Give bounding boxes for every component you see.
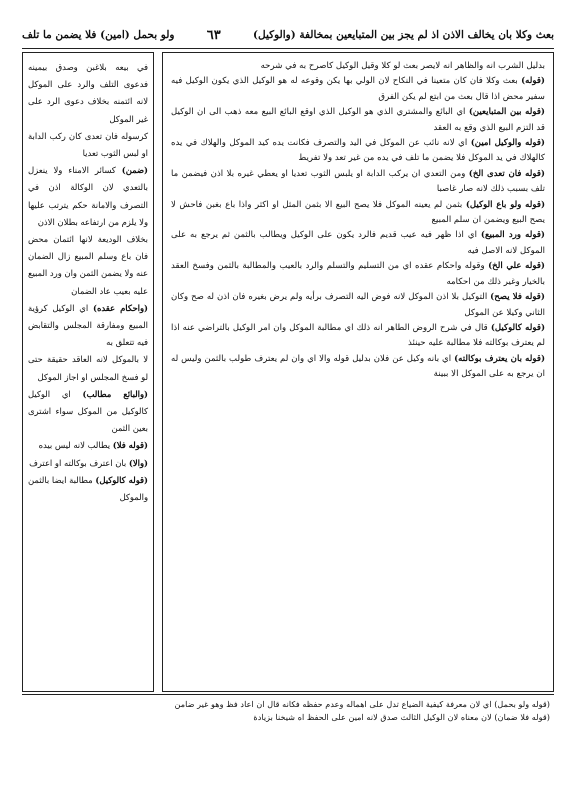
side-paragraph [28,128,148,162]
main-text: بثمن لم يعينه الموكل فلا يصح البيع الا بثمن المثل او اكثر واذا باع بغبن فاحش لا يصح البيع ويضمن ان سلم المبيع [171,199,545,226]
main-text: بدليل الشرب انه والظاهر انه لايصر بعث لو كلا وقيل الوكيل كاصرح به في شرحه [260,61,545,71]
main-text: وقوله واحكام عقده اي من التسليم والتسلم والرد بالعيب والمطالبة بالثمن وفسخ العقد بالخيار وغير ذلك من احكامه [171,261,545,287]
side-paragraph [28,386,148,438]
side-text: لا بالموكل لانه العاقد حقيقة حتى لو فسخ المجلس او اجاز الموكل [28,354,148,382]
main-lemma: (قوله فلا يصح) [490,292,545,303]
main-lemma: (قوله والوكيل امين) [470,138,545,149]
side-paragraph [28,472,148,506]
main-text: قال في شرح الروض الطاهر انه ذلك اي مطالبة الموكل وان امر الوكيل بالتراضي عنه اذا لم يعترف بوكالته فلا مطالبة عليه حينئذ [171,322,545,349]
main-paragraph [171,105,545,136]
main-commentary [162,52,554,692]
side-text: بان اعترف بوكالته او اعترف [29,457,127,468]
side-paragraph [28,437,148,454]
side-text: كرسوله فان تعدى كان ركب الدابة او لبس الثوب تعديا [28,130,148,159]
main-paragraph [171,59,545,74]
header-right-title: بعث وكلا بان يخالف الاذن اذ لم يجز بين المتبايعين بمخالفة (والوكيل) [253,29,554,41]
side-lemma: (قوله كالوكيل) [95,474,148,485]
margin-text [22,52,154,692]
side-paragraph [28,351,148,385]
main-paragraph [171,167,545,198]
main-paragraph [171,136,545,167]
side-text: في بيعه بلاغبن وصدق بيمينه فدعوى التلف والرد على الموكل لانه ائتمنه بخلاف دعوى الرد على غير الموكل [28,62,148,124]
side-text: اي الوكيل كالوكيل من الموكل سواء اشترى بعين الثمن [28,388,148,434]
page-number: ٦٣ [206,27,221,43]
main-lemma: (قوله ولو باع الوكيل) [465,199,546,210]
side-lemma: (ضمن) [121,165,148,176]
main-lemma: (قوله) [521,76,545,87]
text-frame [22,52,554,692]
footnotes [22,694,554,738]
main-lemma: (قوله كالوكيل) [490,322,546,333]
main-paragraph [171,321,545,352]
side-paragraph [28,59,148,128]
side-text: يطالب لانه ليس بيده [38,440,111,451]
header-left-title: ولو بحمل (امين) فلا يضمن ما تلف [22,29,175,41]
side-text: بخلاف الوديعة لانها ائتمان محض فان باع وسلم المبيع زال الضمان عنه ولا يضمن الثمن وان ورد المبيع عليه بعيب عاد الضمان [28,234,148,296]
main-text: ومن التعدي ان يركب الدابة او يلبس الثوب تعديا او يعطي غيره بلا اذن فيضمن ما تلف بسبب ذلك لانه صار غاصبا [171,168,545,195]
main-paragraph [171,198,545,229]
side-text: اي الوكيل كرؤية المبيع ومفارقة المجلس والتقابض فيه تتعلق به [28,302,148,348]
main-lemma: (قوله بين المتبايعين) [468,107,545,118]
main-lemma: (قوله فان تعدى الخ) [468,168,545,179]
side-paragraph [28,231,148,300]
side-text: مطالبة ايضا بالثمن والموكل [28,474,148,503]
main-lemma: (قوله علي الخ) [488,261,545,272]
side-lemma: (والا) [128,457,148,468]
main-lemma: (قوله ورد المبيع) [480,230,545,241]
main-text: بعث وكلا فان كان متعينا في النكاح لان الولي بها يكن وقوعه له هو الوكيل الذي يكون الوكيل فيه سفير محض اذا قال بعث من ابتع لم يكن الفرق [171,76,545,102]
side-paragraph [28,455,148,472]
side-lemma: (قوله فلا) [112,440,148,451]
main-text: التوكيل بلا اذن الموكل لانه فوض اليه التصرف برأيه ولم يرض بغيره فان اذن له صح وكان الثاني وكيلا عن الموكل [171,292,545,318]
side-lemma: (واحكام عقده) [93,302,148,313]
side-paragraph [28,300,148,352]
side-lemma: (والبائع مطالب) [82,388,148,399]
main-text: اي بانه وكيل عن فلان بدليل قوله والا اي وان لم يعترف طولب بالثمن وليس له ان يرجع به على الموكل الا ببينة [171,353,545,380]
main-paragraph [171,228,545,259]
footnote-line: (قوله فلا ضمان) لان معناه لان الوكيل الثالث صدق لانه امين على الحفظ اه شيخنا بزيادة [253,712,550,722]
book-page [22,22,554,740]
main-text: اي اذا ظهر فيه عيب قديم فالرد يكون على الوكيل ويطالب بالثمن ثم يرجع به على الموكل لانه الاصل فيه [171,230,545,256]
main-text: اي لانه نائب عن الموكل في اليد والتصرف فكانت يده كيد الموكل والهلاك في يده كالهلاك في يد الموكل فلا يضمن ما تلف في يده من غير تعد ولا تفريط [171,138,545,164]
main-lemma: (قوله بان يعترف بوكالته) [454,353,546,364]
main-text: اي البائع والمشتري الذي هو الوكيل الذي اوقع البائع البيع معه ذهب الى ان الوكيل قد التزم البيع الذي وقع به العقد [171,107,545,133]
main-paragraph [171,259,545,290]
side-paragraph [28,162,148,231]
footnote-line: (قوله ولو بحمل) اي لان معرفة كيفية الضياع تدل على اهماله وعدم حفظه فكانه قال ان اعاد فظ وهو غير ضامن [174,699,550,709]
running-header [22,22,554,49]
main-paragraph [171,352,545,383]
side-text: كسائر الامناء ولا ينعزل بالتعدي لان الوكالة اذن في التصرف والامانة حكم يترتب عليها ولا يلزم من ارتفاعه بطلان الاذن [28,165,148,227]
main-paragraph [171,290,545,321]
main-paragraph [171,74,545,105]
